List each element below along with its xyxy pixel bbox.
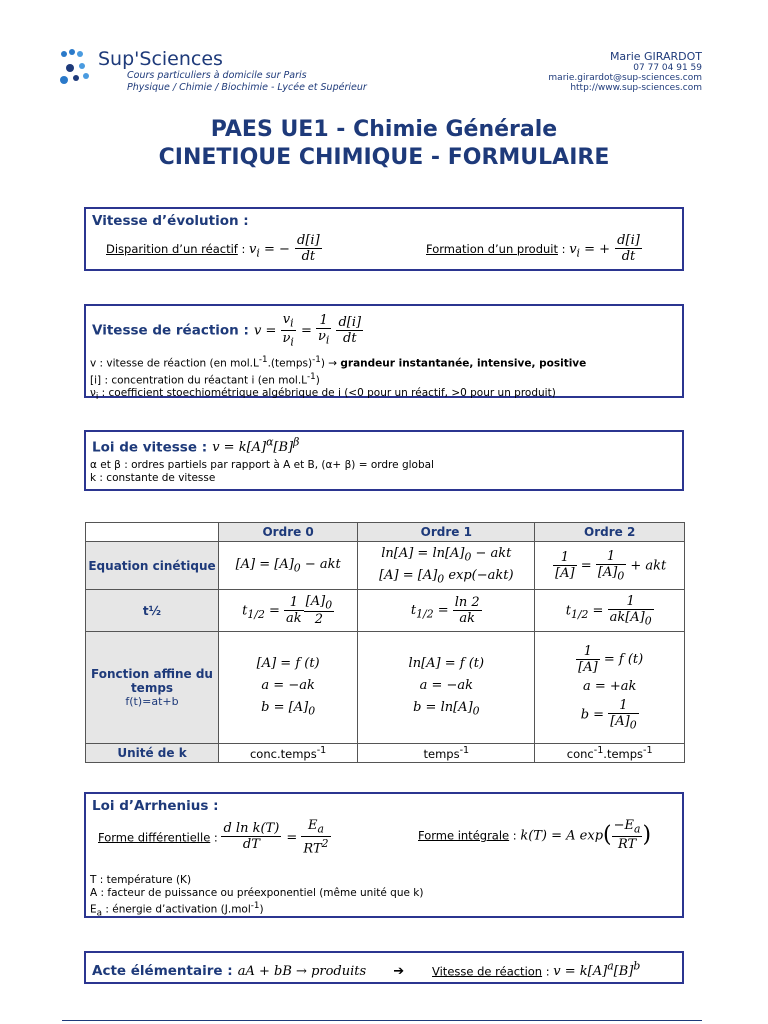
- row-demi-vie: t½: [86, 590, 219, 632]
- box-title: Loi d’Arrhenius :: [92, 798, 219, 814]
- contact-email[interactable]: marie.girardot@sup-sciences.com: [548, 73, 702, 83]
- header-ordre-1: Ordre 1: [358, 523, 535, 542]
- cell-eq-ordre0: $[A] = [A]_0$ − akt: [219, 542, 358, 590]
- definitions: α et β : ordres partiels par rapport à A et B, (α+ β) = ordre global k : constante de vitesse: [90, 459, 434, 484]
- cell-t12-ordre1: $t_{1/2}$ = $\frac{\ln 2}{ak}$: [358, 590, 535, 632]
- definitions: T : température (K) A : facteur de puissance ou préexponentiel (même unité que k) $E_a$ : énergie d’activation (J.mol$^{-1}$): [90, 874, 424, 919]
- logo-icon: [58, 46, 98, 96]
- table-corner: [86, 523, 219, 542]
- row-unite-k: Unité de k: [86, 744, 219, 763]
- row-equation-cinetique: Equation cinétique: [86, 542, 219, 590]
- page-subtitle: CINETIQUE CHIMIQUE - FORMULAIRE: [158, 145, 610, 170]
- formula-loi-vitesse: Loi de vitesse : $v = k[A]^\alpha[B]^\beta$: [92, 436, 300, 456]
- box-vitesse-evolution: [84, 207, 684, 271]
- cell-eq-ordre1: $\ln[A] = \ln[A]_0$ − akt $[A] = [A]_0$ exp(−akt): [358, 542, 535, 590]
- page-title: PAES UE1 - Chimie Générale: [210, 117, 558, 142]
- formula-acte: Acte élémentaire : aA + bB → produits ➔: [92, 963, 405, 979]
- header-ordre-2: Ordre 2: [535, 523, 685, 542]
- header-ordre-0: Ordre 0: [219, 523, 358, 542]
- cell-affine-ordre2: $\frac{1}{[A]}$ = f (t) a = +ak b = $\frac{1}{[A]_0}$: [535, 632, 685, 744]
- row-fonction-affine: Fonction affine du temps f(t)=at+b: [86, 632, 219, 744]
- definitions: v : vitesse de réaction (en $mol.L^{-1}.(temps)^{-1}$) → grandeur instantanée, intensive, positive [i] : concentration du réactant i (en $mol.L^{-1}$) $\nu_i$ : coefficient stoechiométrique algébrique de i (<0 pour un réactif, >0 pour un produit): [90, 355, 587, 403]
- brand-tagline: Cours particuliers à domicile sur Paris Physique / Chimie / Biochimie - Lycée et Supérieur: [127, 70, 367, 93]
- box-vitesse-reaction: [84, 304, 684, 403]
- formula-differentielle: Forme différentielle : $\frac{\text{d ln k(T)}}{dT}$ = $\frac{E_a}{RT^2}$: [98, 818, 329, 856]
- formula-integrale: Forme intégrale : k(T) = A exp( $\frac{-E_a}{RT}$ ): [418, 818, 652, 852]
- formula-vitesse-reaction: Vitesse de réaction : v = $\frac{v_i}{\nu_i}$ = $\frac{1}{\nu_i}$ $\frac{d[i]}{dt}$: [92, 312, 362, 349]
- box-arrhenius: [84, 792, 684, 918]
- cell-unit-ordre0: conc.temps$^{-1}$: [219, 744, 358, 763]
- formula-disparition: Disparition d’un réactif : $v_i$ = − $\frac{d[i]}{dt}$: [106, 233, 320, 264]
- cell-t12-ordre2: $t_{1/2}$ = $\frac{1}{ak[A]_0}$: [535, 590, 685, 632]
- box-acte-elementaire: [84, 951, 684, 984]
- contact-phone: 07 77 04 91 59: [633, 63, 702, 73]
- box-loi-vitesse: [84, 430, 684, 491]
- cell-affine-ordre0: [A] = f (t) a = −ak $b = [A]_0$: [219, 632, 358, 744]
- cell-unit-ordre2: conc$^{-1}$.temps$^{-1}$: [535, 744, 685, 763]
- formula-vitesse-acte: Vitesse de réaction : $v = k[A]^a[B]^b$: [432, 960, 641, 980]
- orders-table: [85, 522, 685, 763]
- contact-block: [548, 50, 702, 93]
- contact-name: Marie GIRARDOT: [609, 50, 702, 63]
- cell-t12-ordre0: $t_{1/2}$ = $\frac{1}{ak}$ $\frac{[A]_0}{2}$: [219, 590, 358, 632]
- box-title: Vitesse d’évolution :: [92, 213, 249, 229]
- formula-formation: Formation d’un produit : $v_i$ = + $\frac{d[i]}{dt}$: [426, 233, 640, 264]
- footer-line: [62, 1020, 702, 1021]
- cell-unit-ordre1: temps$^{-1}$: [358, 744, 535, 763]
- brand-name: Sup'Sciences: [98, 48, 223, 70]
- contact-website[interactable]: http://www.sup-sciences.com: [570, 83, 702, 93]
- cell-eq-ordre2: $\frac{1}{[A]}$ = $\frac{1}{[A]_0}$ + akt: [535, 542, 685, 590]
- cell-affine-ordre1: ln[A] = f (t) a = −ak $b = \ln[A]_0$: [358, 632, 535, 744]
